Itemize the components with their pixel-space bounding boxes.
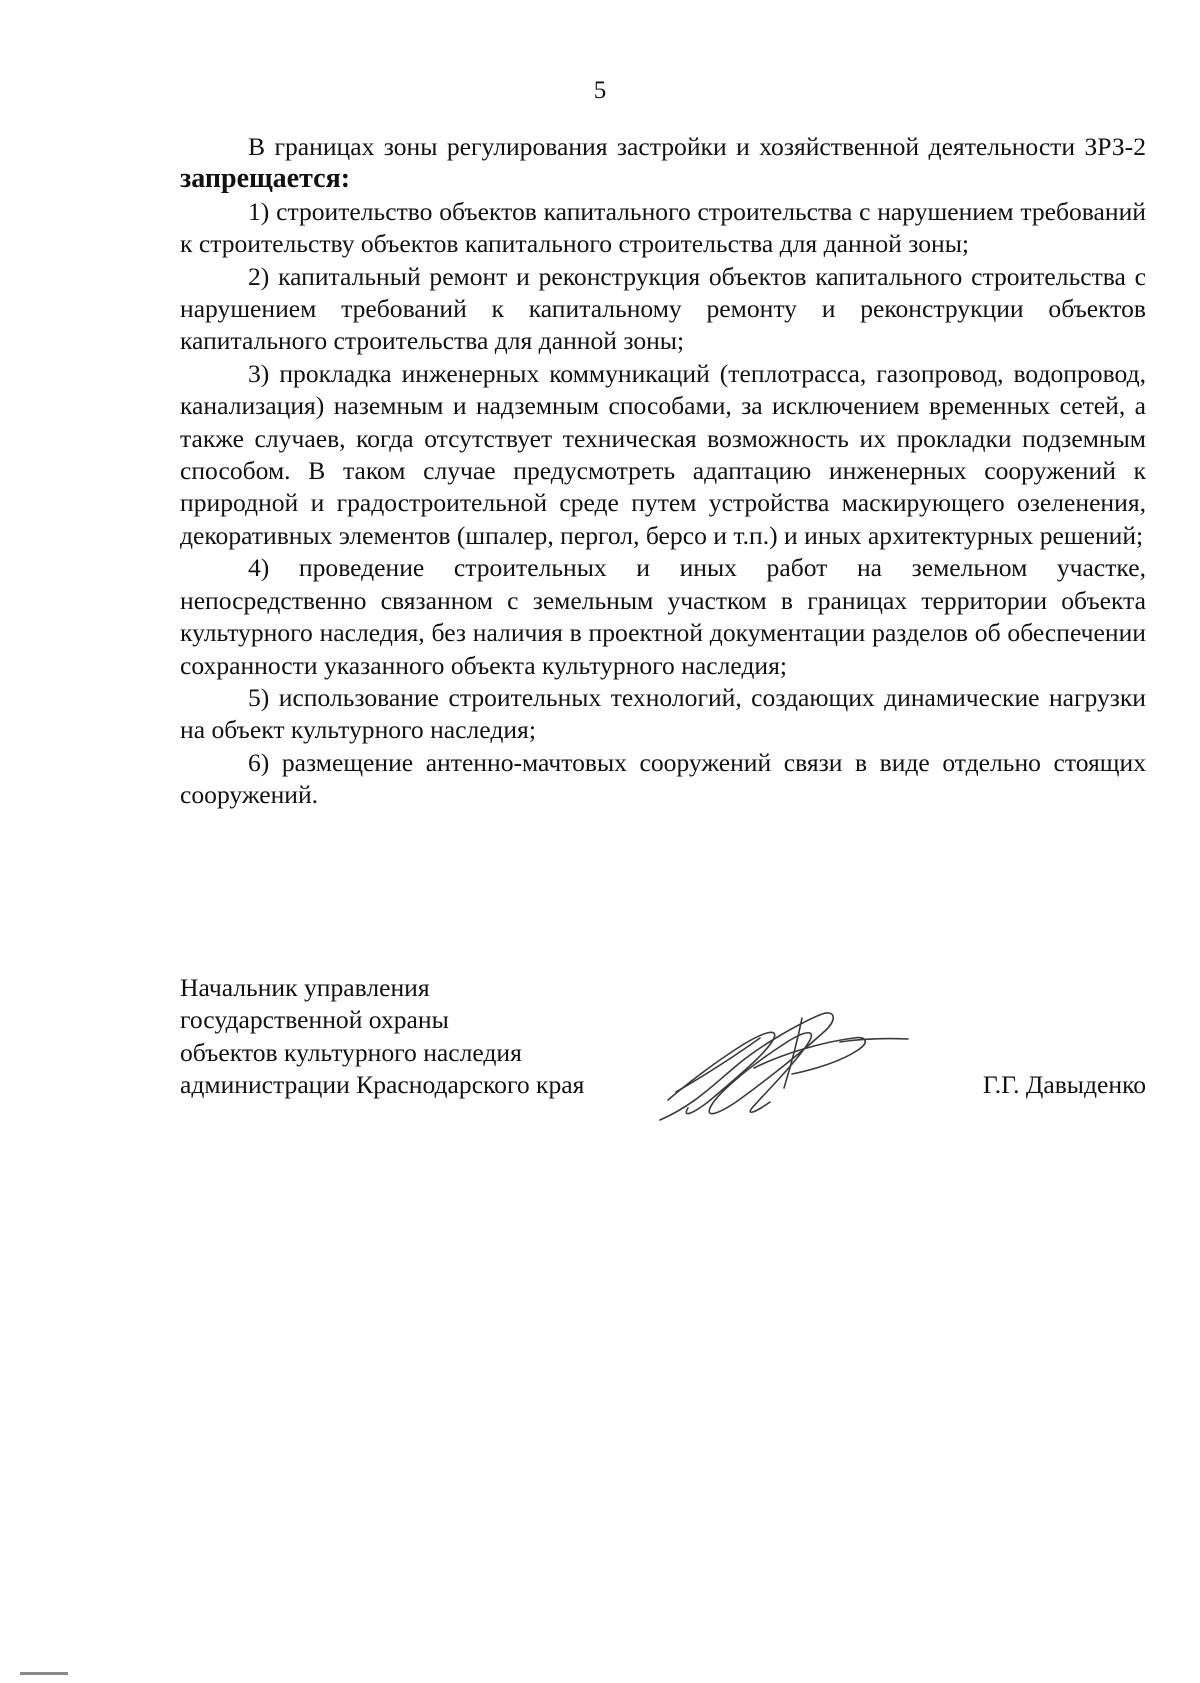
intro-paragraph [180,131,1146,196]
page-number: 5 [593,77,607,104]
intro-text: В границах зоны регулирования застройки и хозяйственной деятельности ЗРЗ-2 [248,132,1146,161]
scan-artifact [20,1672,68,1675]
list-item: 4) проведение строительных и иных работ на земельном участке, непосредственно связанном с земельным участком в границах территории объекта культурного наследия, без наличия в проектной документации разделов об обеспечении сохранности указанного объекта культурного наследия; [180,553,1146,680]
list-item: 3) прокладка инженерных коммуникаций (теплотрасса, газопровод, водопровод, канализация) наземным и надземным способами, за исключением временных сетей, а также случаев, когда отсутствует техническая возможность их прокладки подземным способом. В таком случае предусмотреть адаптацию инженерных сооружений к природной и градостроительной среде путем устройства маскирующего озеленения, декоративных элементов (шпалер, пергол, берсо и т.п.) и иных архитектурных решений; [180,358,1146,550]
signatory-name: Г.Г. Давыденко [982,1070,1146,1099]
signatory-title-line: государственной охраны [180,1005,449,1035]
signatory-title-line: Начальник управления [180,973,430,1002]
list-item: 5) использование строительных технологий, создающих динамические нагрузки на объект культурного наследия; [180,682,1146,745]
handwritten-signature-icon [652,1008,912,1128]
signatory-title [180,972,660,1102]
signature-block [180,972,1146,1152]
list-item: 6) размещение антенно-мачтовых сооружений связи в виде отдельно стоящих сооружений. [180,747,1146,810]
signatory-title-line: администрации Краснодарского края [180,1070,585,1100]
signatory-title-line: объектов культурного наследия [180,1037,522,1067]
intro-bold-text: запрещается: [180,163,351,195]
document-body [180,131,1146,812]
list-item: 2) капитальный ремонт и реконструкция объектов капитального строительства с нарушением требований к капитальному ремонту и реконструкции объектов капитального строительства для данной зоны; [180,261,1146,356]
list-item: 1) строительство объектов капитального строительства с нарушением требований к строительству объектов капитального строительства для данной зоны; [180,196,1146,259]
